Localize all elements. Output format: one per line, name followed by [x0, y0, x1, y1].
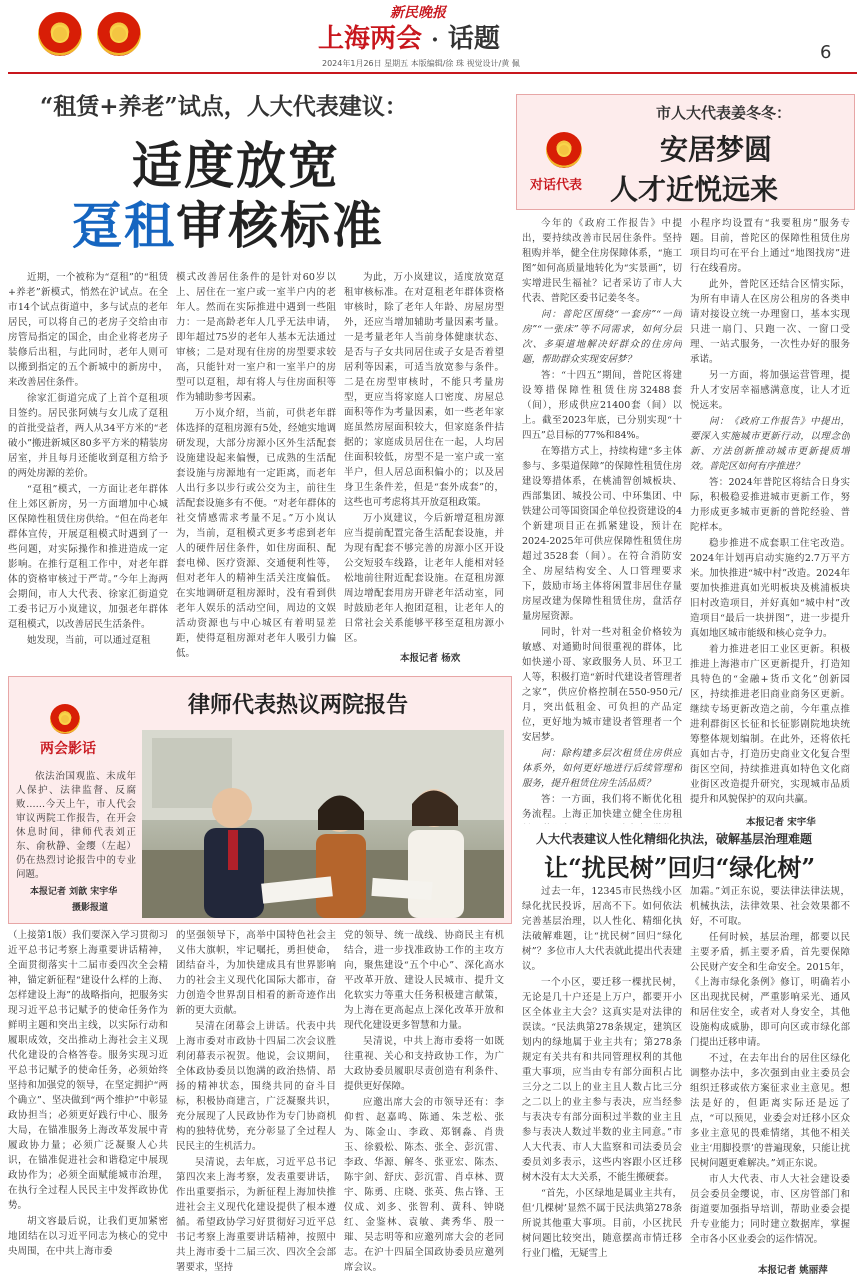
paragraph: 稳步推进不成套职工住宅改造。2024年计划再启动实施约2.7万平方米。加快推进“城中村”改造。2024年要加快推进真如光明板块及桃浦板块旧村改造项目，并好真如“城中村”改造项目“最后一块拼图”，进一步提升真如地区城市能级和核心竞争力。	[690, 538, 850, 639]
interview-col-2	[690, 216, 850, 812]
tree-col-1	[522, 884, 682, 1274]
answer: 答：“十四五”期间，普陀区将建设筹措保障性租赁住房32488套（间），形成供应21400套（间）以上。截至2023年底，已分别实现“十四五”总目标的77%和84%。	[522, 370, 682, 441]
paragraph: 任何时候，基层治理，都要以民主要矛盾，抓主要矛盾，首先要保障公民财产安全和生命安全。2015年，《上海市绿化条例》修订，明确若小区出现扰民树，严重影响采光、通风和居住安全，或者对人身安全，其他设施构成威胁，即可向区或市绿化部门提出迁移申请。	[690, 932, 850, 1048]
continued-col-3	[344, 928, 504, 1276]
photo-story-caption	[16, 770, 136, 880]
section-title	[318, 18, 500, 55]
paragraph: 另一方面，将加强运营管理，提升人才安居幸福感满意度，让人才近悦远来。	[690, 370, 850, 411]
paragraph: 吴清说，中共上海市委将一如既往重视、关心和支持政协工作，为广大政协委员履职尽责创造有利条件、提供更好保障。	[344, 1036, 504, 1092]
paragraph: 党的领导、统一战线、协商民主有机结合，进一步找准政协工作的主攻方向，聚焦建设“五个中心”、深化高水平改革开放、建设人民城市、提升文化软实力等重大任务积极建言献策，为上海在更高起点上深化改革开放和现代化建设更多智慧和力量。	[344, 930, 504, 1031]
lead-headline-line1: 适度放宽	[132, 137, 340, 195]
paragraph: “趸租”模式，一方面让老年群体住上郊区新房，另一方面增加中心城区保障性租赁住房供给。“但在尚老年群体宣传，开展趸租模式时遇到了一些问题，对实际操作和推进造成一定影响。在推行趸租工作中，对老年群体的资格审核过于严苛。”今年上海两会期间，市人大代表、徐家汇街道党工委书记万小岚建议，加强老年群体趸租模式，以改善居民生活条件。	[8, 484, 168, 630]
paragraph: 吴清说，去年底，习近平总书记第四次来上海考察，发表重要讲话，作出重要指示，为新征程上海加快推进社会主义现代化建设提供了根本遵循。希望政协学习好贯彻好习近平总书记考察上海重要讲话精神，按照中共上海市委十二届三次、四次全会部署要求，坚持	[176, 1157, 336, 1273]
lead-col-1	[8, 270, 168, 667]
tree-headline: 让“扰民树”回归“绿化树”	[544, 853, 816, 882]
answer: 答：2024年普陀区将结合日身实际，积极稳妥推进城市更新工作，努力形成更多城市更新的普陀经验、普陀样本。	[690, 477, 850, 533]
interview-col-1	[522, 216, 682, 824]
paragraph: 在筹措方式上，持续构建“多主体参与、多渠道保障”的保障性租赁住房建设筹措体系，在桃浦智创城板块、西部集团、城投公司、中环集团、中铁建公司等国资国企单位投资建设的4个新建项目正在抓紧建设，预计在2024-2025年可供应保障性租赁住房超过3528套（间）。在符合消防安全、房屋结构安全、人口管理要求下，鼓励市场主体将闲置非居住存量房屋改建为保障性租赁住房，盘活存量房屋资源。	[522, 446, 682, 622]
paragraph: 市人大代表、市人大社会建设委员会委员金缨说，市、区房管部门和街道要加强指导培训，帮助业委会提升专业能力；同时建立数据库，掌握全市各小区业委会的运作情况。	[690, 1174, 850, 1245]
photo-story-tag: 两会影话	[40, 741, 96, 757]
question: 问：普陀区围绕“一套房”“一间房”“一张床”等不同需求，如何分层次、多渠道地解决好群众的住房问题，帮助群众实现安居梦？	[522, 309, 682, 365]
paragraph: 过去一年，12345市民热线小区绿化扰民投诉，居高不下。如何依法完善基层治理，以人性化、精细化执法破解难题，让“扰民树”回归“绿化树”？多位市人大代表就此提出代表建议。	[522, 886, 682, 972]
page-number: 6	[820, 42, 832, 63]
paragraph: 一个小区，要迁移一棵扰民树，无论是几十户还是上万户，都要开小区全体业主大会？这真实是对法律的误读。“民法典第278条规定，建筑区划内的绿地属于业主共有；第278条规定有关共有和共同管理权利的其他重大事项，应当由专有部分面积占比三分之二以上的业主且人数占比三分之二以上的业主参与表决，应当经参与表决专有部分面积过半数的业主且参与表决人数过半数的业主同意。”市人大代表、市人大监察和司法委员会委员刘多表示，这些内容跟小区迁移树木没有太大关系，不能生搬硬套。	[522, 977, 682, 1183]
section-title-main: 上海两会	[318, 24, 423, 54]
paragraph: 同时，针对一些对租金价格较为敏感、对通勤时间很重视的群体，比如快递小哥、家政服务人员、环卫工人等，积极打造“新时代建设者管理者之家”，供应价格控制在550-950元/月，突出低租金、可负担的产品定位，更好地为城市建设者管理者一个安居梦。	[522, 627, 682, 743]
lead-col-3	[344, 270, 504, 653]
question: 问：《政府工作报告》中提出，要深入实施城市更新行动，以理念创新、方法创新推动城市更新提质增效。普陀区如何有序推进？	[690, 416, 850, 472]
paragraph: 不过，在去年出台的居住区绿化调整办法中，多次强到由业主委员会组织迁移或依方案征求业主意见。想法是好的，但距离实际还是远了点，“可以预见，业委会对迁移小区众多业主意见的畏难情绪，其他不相关业主‘用脚投票’的普遍现象，只能让扰民树问题更难解决。”刘正东说。	[690, 1053, 850, 1169]
npc-emblem-icon	[97, 12, 141, 56]
npc-emblem-icon	[546, 132, 582, 168]
paragraph: 她发现，当前，可以通过趸租	[27, 635, 151, 646]
npc-emblem-icon	[50, 704, 80, 734]
paragraph: （上接第1版）我们要深入学习贯彻习近平总书记考察上海重要讲话精神，全面贯彻落实十二届市委四次全会精神，锚定新征程“建设什么样的上海、怎样建设上海”的战略指向，把服务实现习近平总书记赋予的使命任务作为鲜明主题和突出主线，以实际行动和履职成效，交出推动上海社会主义现代化建设的合格答卷。服务实现习近平总书记赋予的使命任务，必须始终坚持和加强党的领导，在坚定拥护“两个确立”、坚决做到“两个维护”中彰显政协担当；必须更好践行中心、服务大局，在锚准服务上海改革发展中青履政协力量；必须广泛凝聚人心共识，在锚准促进社会和谐稳定中展现政协作为；必须全面赋能城市治理，在执行全过程人民民主中发挥政协优势。	[8, 930, 168, 1211]
delegates-illustration	[142, 730, 504, 918]
lead-kicker: “租赁+养老”试点，人大代表建议：	[40, 93, 408, 120]
lead-col-2	[176, 270, 336, 667]
paragraph: 的坚强领导下，高举中国特色社会主义伟大旗帜，牢记嘱托，勇担使命，团结奋斗，为加快建成具有世界影响力的社会主义现代化国际大都市，奋力创造令世界刮目相看的新奇迹作出新的更大贡献。	[176, 930, 336, 1016]
masthead-rule	[8, 72, 857, 74]
paragraph: 吴清在闭幕会上讲话。代表中共上海市委对市政协十四届二次会议胜利闭幕表示祝贺。他说，会议期间，全体政协委员以饱满的政治热情、昂扬的精神状态，围绕共同的奋斗目标，积极协商建言，广泛凝聚共识，充分展现了人民政协作为专门协商机构的独特优势，充分彰显了全过程人民民主的生机活力。	[176, 1021, 336, 1152]
continued-col-1	[8, 928, 168, 1276]
lead-headline-highlight: 趸租	[72, 197, 176, 255]
tree-kicker: 人大代表建议人性化精细化执法，破解基层治理难题	[536, 832, 813, 846]
paragraph: 为此，万小岚建议，适度放宽趸租审核标准。在对趸租老年群体资格审核时，除了老年人年龄、房屋房型外，还应当增加辅助考量因素考量。一是考量老年人当前身体健康状态、是否与子女共同居住或子女是否着望居利等因素，可适当放宽参与条件。二是在房型审核时，不能只考量房型，更应当将家庭人口密度、房屋总面积等作为考量因素，如一些老年家庭虽然房屋面积较大，但家庭条件拮据的；家庭成员居住在一起，人均居住面积较低，房型不是一室户或一室半户，但人居总面积偏小的；以及居身卫生条件差，但是“套外成套”的，这些也可考虑将其开放趸租政策。	[344, 272, 504, 508]
answer: 答：一方面，我们将不断优化租务流程。上海正加快建立健全住房租	[522, 794, 682, 820]
question: 问：除构建多层次租赁住房供应体系外，如何更好地进行后续管理和服务，提升租赁住房生活品质？	[522, 748, 682, 789]
interview-top-label: 市人大代表姜冬冬：	[656, 104, 792, 122]
tree-col-2	[690, 884, 850, 1260]
paragraph: 今年的《政府工作报告》中提出，要持续改善市民居住条件。坚持租购并举，健全住房保障体系，“施工图”如何高质量地转化为“实景画”，切实增进民生福祉？记者采访了市人大代表、普陀区委书记姜冬冬。	[522, 218, 682, 304]
lead-headline-line2	[72, 198, 384, 254]
interview-byline: 本报记者 宋宇华	[746, 817, 816, 828]
paragraph: 着力推进老旧工业区更新。积极推进上海港市广区更新提升，打造知具特色的“金融+货币文化”创新园区，持续推进老旧商业商务区更新。继续专场更新改造之前，今年重点推进利群街区长征和长征影剧院地块统筹整体规划编制。在此外，还将依托真如古寺，打造历史商业文化复合型街区空间，持续推进真如特色文化商业街区改造提升研究，实现城市品质提升和风貌保护的双向共赢。	[690, 644, 850, 805]
paragraph: 小程序均设置有“我要租房”服务专题。目前，普陀区的保障性租赁住房项目均可在平台上通过“地图找房”进行在线看房。	[690, 218, 850, 274]
dateline: 2024年1月26日 星期五 本版编辑/徐 珠 视觉设计/黄 佩	[322, 59, 520, 68]
photo-credit-line1: 本报记者 刘歆 宋宇华	[30, 887, 118, 897]
lead-byline: 本报记者 杨欢	[400, 653, 461, 664]
paragraph: 胡文容最后说，让我们更加紧密地团结在以习近平同志为核心的党中央周围，在中共上海市委	[8, 1216, 168, 1257]
interview-headline-line2: 人才近悦远来	[610, 173, 779, 206]
interview-tag: 对话代表	[530, 178, 583, 193]
delegates-photo	[142, 730, 504, 918]
paragraph: 徐家汇街道完成了上首个趸租项目签约。居民张阿姨与女儿成了趸租的首批受益者，两人从34平方米的“老破小”搬进新城区80多平方米的精装房居室，并且每月还能收到趸租方给予的两处房源的差价。	[8, 393, 168, 479]
paragraph: 万小岚建议，今后新增趸租房源应当提前配置完备生活配套设施，并为现有配套不够完善的房源小区开设公交短驳车线路，让老年人能相对轻松地前往附近配套设施。在趸租房源周边增配套用房开辟老年活动室，同时鼓励老年人抱团趸租，让老年人的日常社会关系能够平移至趸租房源小区。	[344, 513, 504, 644]
photo-credit-line2: 摄影报道	[72, 903, 109, 913]
paragraph: 近期，一个被称为“趸租”的“租赁+养老”新模式，悄然在沪试点。在全市14个试点街道中，多与试点的老年居民，可以将自己的老房子交给由市房管局指定的国企，由企业将老房子装修后出租，与此同时，老年人则可以搬到指定的五个新城中的新房中，来改善居住条件。	[8, 272, 168, 388]
paragraph: 万小岚介绍，当前，可供老年群体选择的趸租房源有5处，经她实地调研发现，大部分房源小区外生活配套设施建设起来偏慢，已成熟的生活配套设施与房源地有一定距离，而老年人出行多以步行或公交为主，前往生活配套设施多有不便。“对老年群体的社交情感需求考量不足。”万小岚认为，当前，趸租模式更多考虑到老年人的硬件居住条件，如住房面积、配套电梯、医疗资源、交通便利性等，但对老年人的精神生活关注度偏低。在实地调研趸租房源时，没有看到供老年人娱乐的活动空间，周边的文娱活动资源也与中心城区有着明显差距，使得趸租房源对老年人吸引力偏低。	[176, 408, 336, 659]
lead-headline-rest: 审核标准	[176, 197, 384, 255]
paragraph: 模式改善居住条件的是针对60岁以上、居住在一室户或一室半户内的老年人。然而在实际推进中遇到一些阻力：一是高龄老年人几乎无法申请，即年超过75岁的老年人基本无法通过审核；二是对现有住房的房型要求较高，只能针对一室户和一室半户的房型可以趸租，却有将人与住房面积等作为辅助参考因素。	[176, 272, 336, 403]
paragraph: “首先，小区绿地是属业主共有，但‘几棵树’显然不属于民法典第278条所说其他重大事项。目前，小区扰民树问题比较突出，随意摆高市情迁移行业门槛，无疑雪上	[522, 1188, 682, 1259]
section-title-sub: 话题	[447, 24, 500, 54]
interview-headline-line1: 安居梦圆	[660, 133, 773, 166]
paper-name: 新民晚报	[390, 5, 446, 21]
national-emblem-icon	[38, 12, 82, 56]
section-title-dot: ·	[431, 27, 439, 53]
paragraph: 应邀出席大会的市领导还有：李仰哲、赵嘉鸣、陈通、朱芝松、张为、陈金山、李政、郑钢淼、肖贵玉、徐毅松、陈杰、张全、彭沉雷、李政、华源、解冬、张亚宏、陈杰、陈宇剑、舒庆、彭沉雷、肖卓林、贾宇、陈勇、庄晓、张英、焦占锋、王仪成、刘多、张智利、黄科、钟晓红、金鉴林、袁敏、龚秀华、殷一璀、吴志明等和应邀列席大会的老同志。在沪十四届全国政协委员应邀列席会议。	[344, 1097, 504, 1273]
tree-byline: 本报记者 姚丽萍	[758, 1265, 828, 1276]
photo-story-headline: 律师代表热议两院报告	[188, 693, 409, 718]
continued-col-2	[176, 928, 336, 1276]
paragraph: 此外，普陀区还结合区情实际，为所有申请人在区房公租房的各类申请对接设立统一办理窗口，基本实现只进一扇门、只跑一次、一窗口受理、一站式服务，一次性办好的服务承诺。	[690, 279, 850, 365]
paragraph: 加霜。”刘正东说，要法律法律法规，机械执法，法律效果、社会效果都不好，不可取。	[690, 886, 850, 927]
caption: 依法治国观监、未成年人保护、法律监督、反腐败……今天上午，市人代会审议两院工作报告，在开会休息时间，律师代表刘正东、俞秋静、金缨（左起）仍在热烈讨论报告中的专业问题。	[16, 771, 136, 880]
